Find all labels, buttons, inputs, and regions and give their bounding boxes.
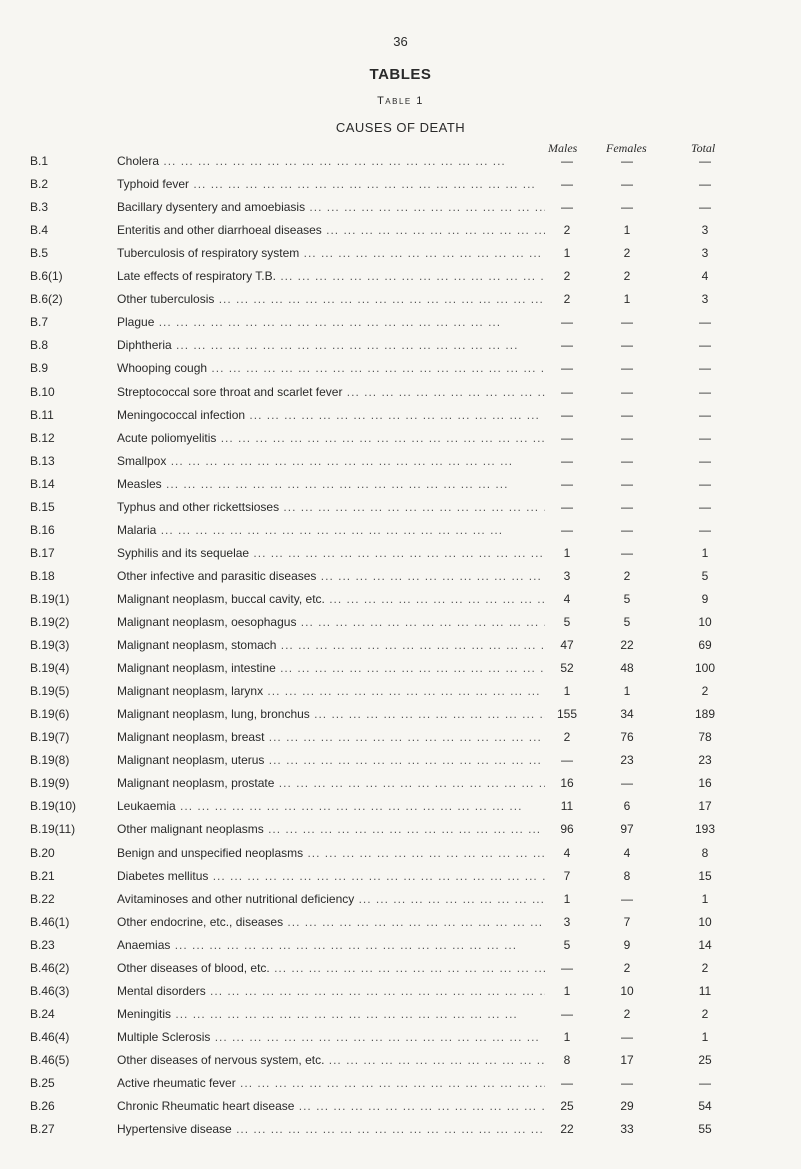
row-code: B.24 [30,1006,55,1021]
row-cause: Streptococcal sore throat and scarlet fever ... . [117,381,545,403]
row-males: 8 [563,1052,571,1067]
row-code: B.5 [30,246,49,261]
table-row [0,450,801,472]
row-males: 2 [563,223,571,238]
row-code: B.7 [30,315,49,330]
row-cause: Malignant neoplasm, buccal cavity, etc. ... . [117,588,545,610]
row-females: — [621,177,633,192]
row-total: 8 [701,845,709,860]
table-row [0,611,801,633]
row-cause: Active rheumatic fever ... . [117,1072,545,1094]
row-cause: Malignant neoplasm, stomach ... . [117,634,545,656]
column-header-males: Males [548,141,578,155]
row-total: 9 [701,591,709,606]
table-row [0,173,801,195]
row-cause: Malignant neoplasm, uterus ... . [117,749,545,771]
row-cause: Tuberculosis of respiratory system ... . [117,242,545,264]
row-total: — [699,384,711,399]
row-cause: Acute poliomyelitis ... . [117,427,545,449]
row-cause: Avitaminoses and other nutritional deficiency ... . [117,888,545,910]
row-males: 4 [563,845,571,860]
row-total: — [699,154,711,168]
row-code: B.11 [30,407,54,422]
row-females: — [621,407,633,422]
row-males: — [561,499,573,514]
row-code: B.26 [30,1099,55,1114]
row-females: — [621,384,633,399]
row-cause: Meningococcal infection ... . [117,404,545,426]
row-total: 23 [698,753,712,768]
row-code: B.18 [30,568,55,583]
row-males: 1 [563,684,571,699]
row-cause: Benign and unspecified neoplasms ... . [117,842,545,864]
table-row [0,496,801,518]
row-cause: Late effects of respiratory T.B. ... . [117,265,545,287]
table-row [0,634,801,656]
row-males: — [561,1076,573,1090]
table-row [0,427,801,449]
table-row [0,1072,801,1094]
row-total: 15 [698,868,712,883]
table-row [0,542,801,564]
row-code: B.8 [30,338,49,353]
row-total: 16 [698,776,712,791]
row-females: — [621,1076,633,1090]
row-total: 5 [701,568,709,583]
row-males: — [561,430,573,445]
row-females: 1 [623,684,631,699]
table-row [0,865,801,887]
row-total: 14 [698,937,712,952]
row-cause: Other diseases of nervous system, etc. ... . [117,1049,545,1071]
table-row [0,265,801,287]
row-cause: Hypertensive disease ... . [117,1118,545,1140]
row-males: — [561,154,573,168]
row-cause: Other infective and parasitic diseases ... . [117,565,545,587]
row-total: 17 [698,799,712,814]
row-cause: Malaria ... . [117,519,545,541]
row-cause: Malignant neoplasm, oesophagus ... . [117,611,545,633]
row-females: 2 [623,246,631,261]
row-males: 2 [563,292,571,307]
row-males: — [561,960,573,975]
row-females: 48 [620,661,634,676]
table-number: Table 1 [377,95,424,107]
row-females: 2 [623,269,631,284]
row-males: 5 [563,937,571,952]
row-code: B.12 [30,430,55,445]
row-cause: Diabetes mellitus ... . [117,865,545,887]
row-code: B.2 [30,177,49,192]
row-code: B.19(9) [30,776,70,791]
row-code: B.19(7) [30,730,70,745]
row-total: 3 [701,292,709,307]
row-code: B.9 [30,361,49,376]
row-females: 34 [620,707,634,722]
row-females: 7 [623,914,631,929]
row-total: 25 [698,1052,712,1067]
row-males: 16 [560,776,574,791]
row-males: 47 [560,638,574,653]
table-row [0,242,801,264]
row-females: — [621,361,633,376]
table-row [0,1095,801,1117]
row-cause: Smallpox ... . [117,450,545,472]
page-number: 36 [393,34,408,49]
row-females: 10 [620,983,634,998]
section-heading: TABLES [369,66,432,83]
table-caption: CAUSES OF DEATH [335,120,466,135]
row-total: 2 [701,684,709,699]
table-row [0,888,801,910]
row-females: — [621,522,633,537]
row-total: — [699,315,711,330]
row-females: — [621,338,633,353]
table-row [0,1003,801,1025]
table-row [0,726,801,748]
table-row [0,196,801,218]
table-row [0,957,801,979]
row-code: B.19(11) [30,822,76,837]
row-total: 189 [694,707,716,722]
row-females: 5 [623,615,631,629]
row-total: — [699,200,711,215]
row-code: B.19(8) [30,753,70,768]
row-males: 2 [563,730,571,745]
row-code: B.20 [30,845,55,860]
row-males: 11 [560,799,574,814]
row-total: 69 [698,638,712,653]
table-row [0,311,801,333]
row-females: — [621,545,633,560]
row-males: — [561,177,573,192]
row-males: — [561,1006,573,1021]
row-code: B.25 [30,1076,55,1090]
row-females: 22 [620,638,634,653]
row-cause: Meningitis ... . [117,1003,545,1025]
table-row [0,842,801,864]
table-row [0,657,801,679]
table-row [0,334,801,356]
row-females: 2 [623,960,631,975]
table-row [0,818,801,840]
column-header-females: Females [606,141,647,155]
row-cause: Syphilis and its sequelae ... . [117,542,545,564]
row-code: B.15 [30,499,55,514]
row-code: B.10 [30,384,55,399]
row-code: B.17 [30,545,55,560]
row-females: 1 [623,292,631,307]
row-cause: Malignant neoplasm, breast ... . [117,726,545,748]
row-males: — [561,753,573,768]
table-row [0,1026,801,1048]
row-males: 155 [556,707,578,722]
row-total: — [699,361,711,376]
row-total: 78 [698,730,712,745]
table-row [0,219,801,241]
row-total: 3 [701,246,709,261]
row-total: 11 [698,983,712,998]
table-row [0,980,801,1002]
row-code: B.19(5) [30,684,70,699]
row-males: 2 [563,269,571,284]
row-total: — [699,177,711,192]
row-males: 25 [560,1099,574,1114]
row-total: 10 [698,914,712,929]
row-code: B.19(4) [30,661,70,676]
row-females: 2 [623,1006,631,1021]
row-females: 4 [623,845,631,860]
row-males: 3 [563,568,571,583]
row-cause: Anaemias ... . [117,934,545,956]
row-total: — [699,338,711,353]
row-code: B.22 [30,891,55,906]
row-females: — [621,430,633,445]
row-females: 97 [620,822,634,837]
row-females: 1 [623,223,631,238]
row-code: B.19(2) [30,615,70,629]
row-total: 2 [701,960,709,975]
table-row [0,1118,801,1140]
table-row [0,911,801,933]
table-row [0,795,801,817]
row-code: B.19(3) [30,638,70,653]
row-males: 1 [563,545,571,560]
row-code: B.16 [30,522,55,537]
row-total: 10 [698,615,712,629]
row-total: 1 [701,545,709,560]
table-row [0,519,801,541]
table-row [0,680,801,702]
row-males: — [561,338,573,353]
row-females: — [621,776,633,791]
row-total: — [699,499,711,514]
row-males: — [561,200,573,215]
row-cause: Diphtheria ... . [117,334,545,356]
row-cause: Other tuberculosis ... . [117,288,545,310]
row-cause: Enteritis and other diarrhoeal diseases ... . [117,219,545,241]
row-females: 5 [623,591,631,606]
row-total: — [699,1076,711,1090]
row-cause: Malignant neoplasm, larynx ... . [117,680,545,702]
row-total: 1 [701,891,709,906]
row-cause: Multiple Sclerosis ... . [117,1026,545,1048]
row-cause: Chronic Rheumatic heart disease ... . [117,1095,545,1117]
table-row [0,288,801,310]
row-cause: Other malignant neoplasms ... . [117,818,545,840]
row-code: B.21 [30,868,55,883]
row-males: — [561,476,573,491]
row-females: — [621,499,633,514]
row-total: — [699,476,711,491]
row-code: B.14 [30,476,55,491]
row-males: — [561,453,573,468]
row-code: B.46(5) [30,1052,70,1067]
row-cause: Malignant neoplasm, lung, bronchus ... . [117,703,545,725]
row-code: B.27 [30,1122,55,1137]
row-total: 2 [701,1006,709,1021]
row-total: 55 [698,1122,712,1137]
table-row [0,473,801,495]
row-total: — [699,522,711,537]
column-header-total: Total [691,141,716,155]
row-code: B.23 [30,937,55,952]
row-code: B.19(10) [30,799,77,814]
row-males: 1 [563,1029,571,1044]
row-males: — [561,384,573,399]
row-males: 52 [560,661,574,676]
row-total: — [699,453,711,468]
row-cause: Plague ... . [117,311,545,333]
row-code: B.6(2) [30,292,63,307]
row-males: 96 [560,822,574,837]
row-code: B.46(3) [30,983,70,998]
row-cause: Leukaemia ... . [117,795,545,817]
row-males: — [561,315,573,330]
row-cause: Mental disorders ... . [117,980,545,1002]
row-females: 17 [620,1052,634,1067]
row-males: — [561,522,573,537]
row-females: 8 [623,868,631,883]
row-males: 5 [563,615,571,629]
table-row [0,703,801,725]
row-cause: Measles ... . [117,473,545,495]
row-cause: Typhoid fever ... . [117,173,545,195]
row-females: — [621,453,633,468]
row-males: 7 [563,868,571,883]
row-females: 33 [620,1122,634,1137]
table-row [0,934,801,956]
row-cause: Typhus and other rickettsioses ... . [117,496,545,518]
row-code: B.3 [30,200,49,215]
table-row [0,772,801,794]
row-code: B.1 [30,154,49,168]
row-total: 193 [694,822,716,837]
row-code: B.46(1) [30,914,70,929]
row-total: — [699,407,711,422]
row-cause: Other diseases of blood, etc. ... . [117,957,545,979]
row-males: 1 [563,983,571,998]
row-females: 2 [623,568,631,583]
table-row [0,749,801,771]
table-row [0,381,801,403]
row-code: B.4 [30,223,49,238]
row-males: 3 [563,914,571,929]
row-females: 29 [620,1099,634,1114]
row-females: — [621,1029,633,1044]
row-females: — [621,154,633,168]
row-females: 23 [620,753,634,768]
row-code: B.13 [30,453,55,468]
row-cause: Cholera ... . [117,150,545,172]
table-row [0,565,801,587]
row-total: — [699,430,711,445]
row-total: 54 [698,1099,712,1114]
row-cause: Whooping cough ... . [117,357,545,379]
row-total: 4 [701,269,709,284]
row-males: 22 [560,1122,574,1137]
row-code: B.19(1) [30,591,70,606]
row-code: B.46(2) [30,960,70,975]
row-males: 1 [563,246,571,261]
row-females: — [621,200,633,215]
row-females: — [621,315,633,330]
row-total: 100 [694,661,716,676]
row-males: — [561,407,573,422]
row-cause: Malignant neoplasm, prostate ... . [117,772,545,794]
row-cause: Malignant neoplasm, intestine ... . [117,657,545,679]
row-females: — [621,891,633,906]
row-total: 3 [701,223,709,238]
row-males: 1 [563,891,571,906]
table-row [0,588,801,610]
table-row [0,1049,801,1071]
table-row [0,357,801,379]
table-row [0,404,801,426]
row-cause: Other endocrine, etc., diseases ... . [117,911,545,933]
row-code: B.6(1) [30,269,63,284]
row-cause: Bacillary dysentery and amoebiasis ... . [117,196,545,218]
row-females: 6 [623,799,631,814]
row-males: 4 [563,591,571,606]
row-females: 9 [623,937,631,952]
row-males: — [561,361,573,376]
row-females: 76 [620,730,634,745]
row-total: 1 [701,1029,709,1044]
row-code: B.19(6) [30,707,70,722]
table-row [0,150,801,172]
row-females: — [621,476,633,491]
row-code: B.46(4) [30,1029,70,1044]
